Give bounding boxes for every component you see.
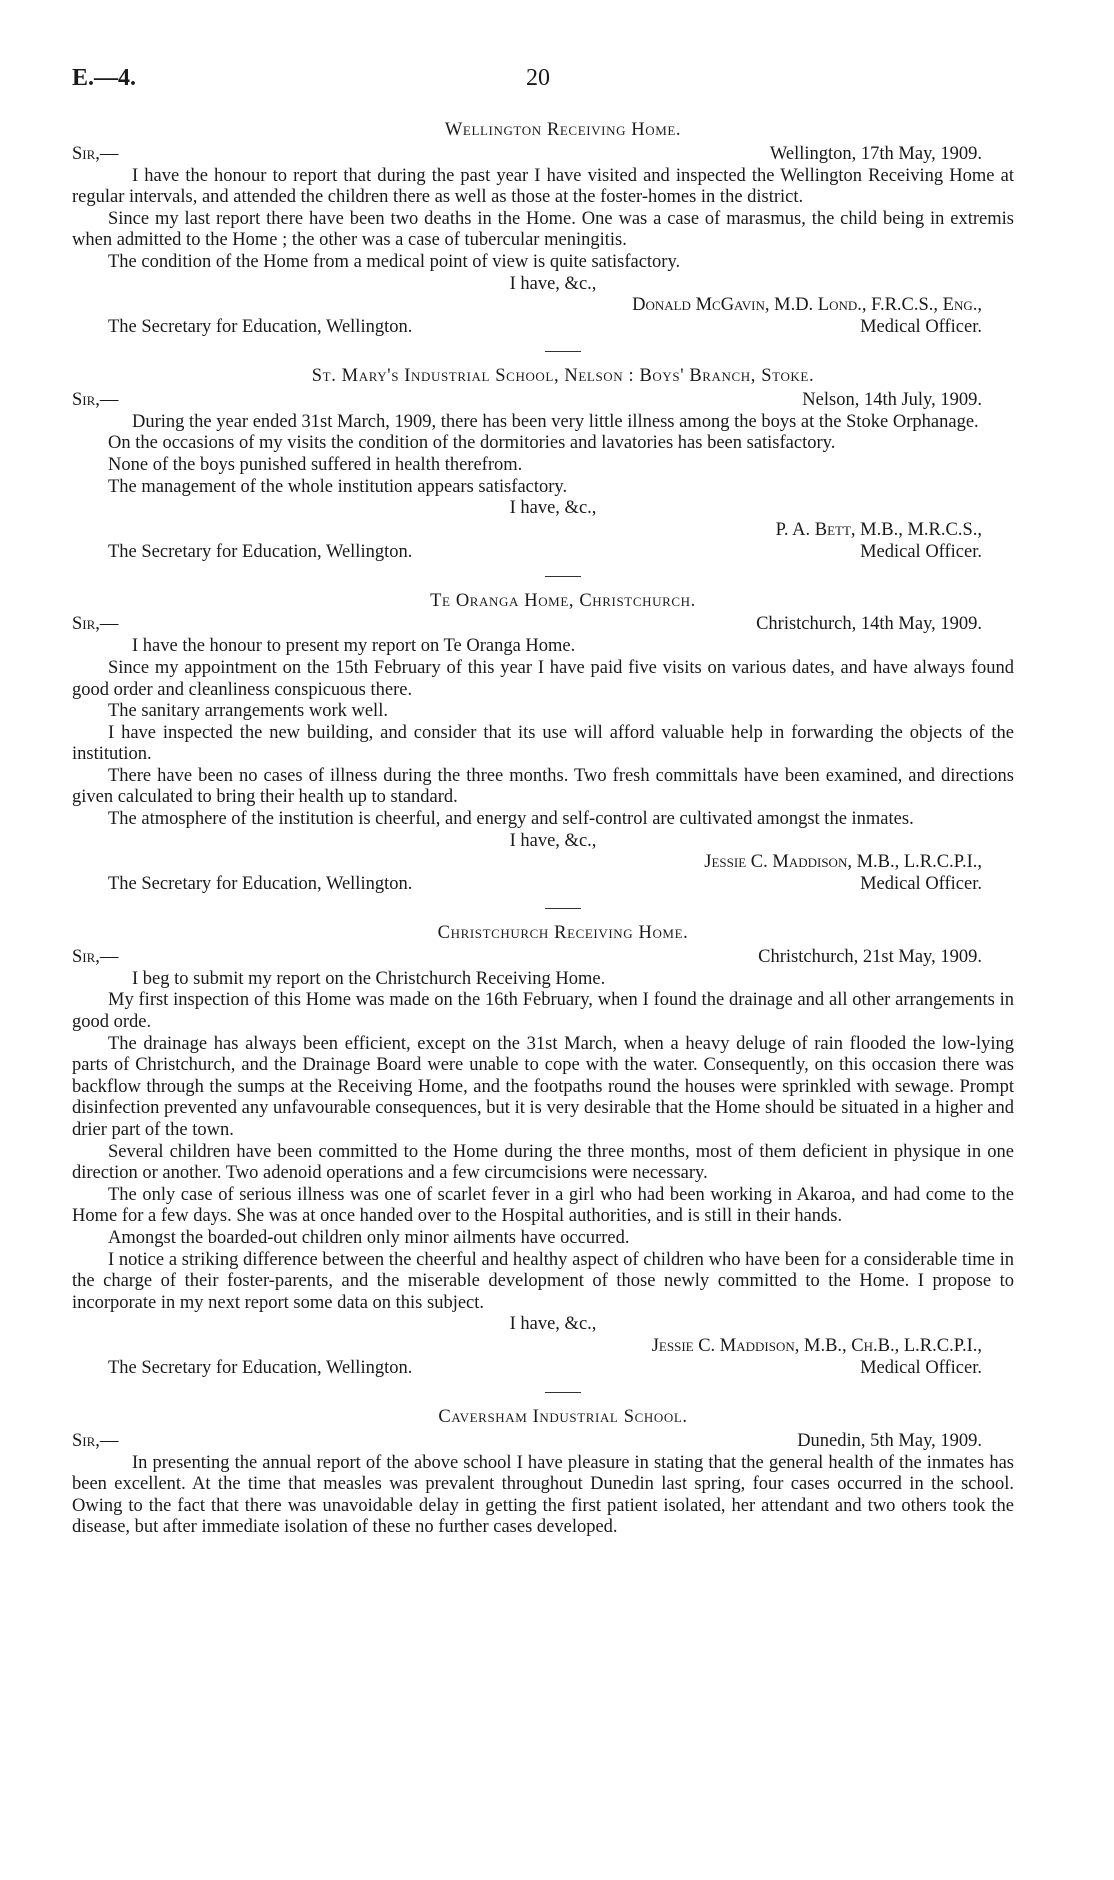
paragraph: My first inspection of this Home was made on the 16th February, when I found the drainage and all other arrangements in good orde. — [72, 990, 1014, 1033]
paragraph: I beg to submit my report on the Christchurch Receiving Home. — [132, 968, 606, 989]
office-title: Medical Officer. — [860, 1357, 982, 1378]
closing: I have, &c., — [509, 830, 597, 851]
office-title: Medical Officer. — [860, 874, 982, 895]
letter-title: Caversham Industrial School. — [438, 1406, 688, 1427]
salutation-row — [72, 614, 1014, 636]
paragraph: Since my last report there have been two deaths in the Home. One was a case of marasmus, the child being in extremis when admitted to the Home ; the other was a case of tubercular meningitis. — [72, 208, 1014, 251]
closing: I have, &c., — [509, 498, 597, 519]
salutation-row — [72, 390, 1014, 412]
office-title: Medical Officer. — [860, 541, 982, 562]
paragraph: None of the boys punished suffered in health therefrom. — [108, 454, 523, 475]
paragraph: I notice a striking difference between the cheerful and healthy aspect of children who have been for a considerable time in the charge of their foster-parents, and the miserable development of those newly committed to the Home. I propose to incorporate in my next report some data on this subject. — [72, 1249, 1014, 1313]
paragraph: The management of the whole institution appears satisfactory. — [108, 476, 568, 497]
letter-wellington-receiving-home — [72, 120, 1014, 339]
salutation: Sir,— — [72, 614, 119, 635]
salutation-row — [72, 144, 1014, 166]
section-divider — [545, 576, 581, 577]
addressee-row — [72, 317, 1014, 339]
signature-row — [72, 852, 1014, 874]
place-date: Nelson, 14th July, 1909. — [802, 389, 982, 410]
salutation: Sir,— — [72, 389, 119, 410]
addressee-row — [72, 874, 1014, 896]
signature: Donald McGavin, M.D. Lond., F.R.C.S., Eng., — [632, 295, 982, 316]
salutation: Sir,— — [72, 946, 119, 967]
place-date: Dunedin, 5th May, 1909. — [797, 1430, 982, 1451]
paragraph: In presenting the annual report of the above school I have pleasure in stating that the general health of the inmates has been excellent. At the time that measles was prevalent throughout Dunedin last spring, four cases occurred in the school. Owing to the fact that there was unavoidable delay in getting the first patient isolated, her attendant and two others took the disease, but after immediate isolation of these no further cases developed. — [72, 1452, 1014, 1538]
paragraph: I have the honour to report that during the past year I have visited and inspected the Wellington Receiving Home at regular intervals, and attended the children there as well as those at the foster-homes in the district. — [72, 165, 1014, 208]
signature: Jessie C. Maddison, M.B., L.R.C.P.I., — [704, 852, 982, 873]
closing: I have, &c., — [509, 273, 597, 294]
section-divider — [545, 351, 581, 352]
page-content — [72, 120, 1014, 1539]
addressee: The Secretary for Education, Wellington. — [108, 874, 413, 895]
letter-title: Christchurch Receiving Home. — [437, 923, 689, 944]
document-reference: E.—4. — [72, 65, 137, 91]
paragraph: The atmosphere of the institution is cheerful, and energy and self-control are cultivated amongst the inmates. — [108, 809, 914, 830]
paragraph: On the occasions of my visits the condition of the dormitories and lavatories has been satisfactory. — [108, 433, 836, 454]
letter-te-oranga-home — [72, 591, 1014, 897]
page-number: 20 — [526, 65, 550, 91]
page-header — [72, 65, 1032, 98]
addressee: The Secretary for Education, Wellington. — [108, 1357, 413, 1378]
paragraph: The drainage has always been efficient, except on the 31st March, when a heavy deluge of rain flooded the low-lying parts of Christchurch, and the Drainage Board were unable to cope with the water. Consequently, on this occasion there was backflow through the sumps at the Receiving Home, and the footpaths round the houses were sprinkled with sewage. Prompt disinfection prevented any unfavourable consequences, but it is very desirable that the Home should be situated in a higher and drier part of the town. — [72, 1033, 1014, 1140]
section-divider — [545, 1392, 581, 1393]
paragraph: The only case of serious illness was one of scarlet fever in a girl who had been working in Akaroa, and had come to the Home for a few days. She was at once handed over to the Hospital authorities, and is still in their hands. — [72, 1184, 1014, 1227]
office-title: Medical Officer. — [860, 317, 982, 338]
letter-christchurch-receiving-home — [72, 923, 1014, 1380]
closing: I have, &c., — [509, 1314, 597, 1335]
salutation: Sir,— — [72, 1430, 119, 1451]
paragraph: Since my appointment on the 15th February of this year I have paid five visits on various dates, and have always found good order and cleanliness conspicuous there. — [72, 657, 1014, 700]
place-date: Christchurch, 21st May, 1909. — [758, 946, 982, 967]
signature-row — [72, 520, 1014, 542]
letter-st-marys-industrial-school — [72, 366, 1014, 564]
salutation-row — [72, 947, 1014, 969]
signature: Jessie C. Maddison, M.B., Ch.B., L.R.C.P.I., — [651, 1335, 982, 1356]
paragraph: Several children have been committed to the Home during the three months, most of them deficient in physique in one direction or another. Two adenoid operations and a few circumcisions were necessary. — [72, 1141, 1014, 1184]
salutation: Sir,— — [72, 143, 119, 164]
paragraph: There have been no cases of illness during the three months. Two fresh committals have been examined, and directions given calculated to bring their health up to standard. — [72, 765, 1014, 808]
section-divider — [545, 908, 581, 909]
paragraph: I have the honour to present my report on Te Oranga Home. — [132, 636, 576, 657]
salutation-row — [72, 1431, 1014, 1453]
letter-title: Te Oranga Home, Christchurch. — [430, 590, 696, 611]
place-date: Wellington, 17th May, 1909. — [769, 143, 982, 164]
paragraph: Amongst the boarded-out children only minor ailments have occurred. — [108, 1227, 630, 1248]
signature-row — [72, 295, 1014, 317]
addressee: The Secretary for Education, Wellington. — [108, 317, 413, 338]
addressee: The Secretary for Education, Wellington. — [108, 541, 413, 562]
addressee-row — [72, 542, 1014, 564]
paragraph: I have inspected the new building, and consider that its use will afford valuable help in forwarding the objects of the institution. — [72, 722, 1014, 765]
signature-row — [72, 1336, 1014, 1358]
letter-caversham-industrial-school — [72, 1407, 1014, 1539]
letter-title: St. Mary's Industrial School, Nelson : Boys' Branch, Stoke. — [311, 366, 815, 387]
addressee-row — [72, 1358, 1014, 1380]
paragraph: The sanitary arrangements work well. — [108, 701, 388, 722]
paragraph: During the year ended 31st March, 1909, there has been very little illness among the boys at the Stoke Orphanage. — [132, 411, 979, 432]
signature: P. A. Bett, M.B., M.R.C.S., — [775, 519, 982, 540]
letter-title: Wellington Receiving Home. — [444, 120, 682, 140]
paragraph: The condition of the Home from a medical point of view is quite satisfactory. — [108, 251, 681, 272]
place-date: Christchurch, 14th May, 1909. — [756, 614, 982, 635]
